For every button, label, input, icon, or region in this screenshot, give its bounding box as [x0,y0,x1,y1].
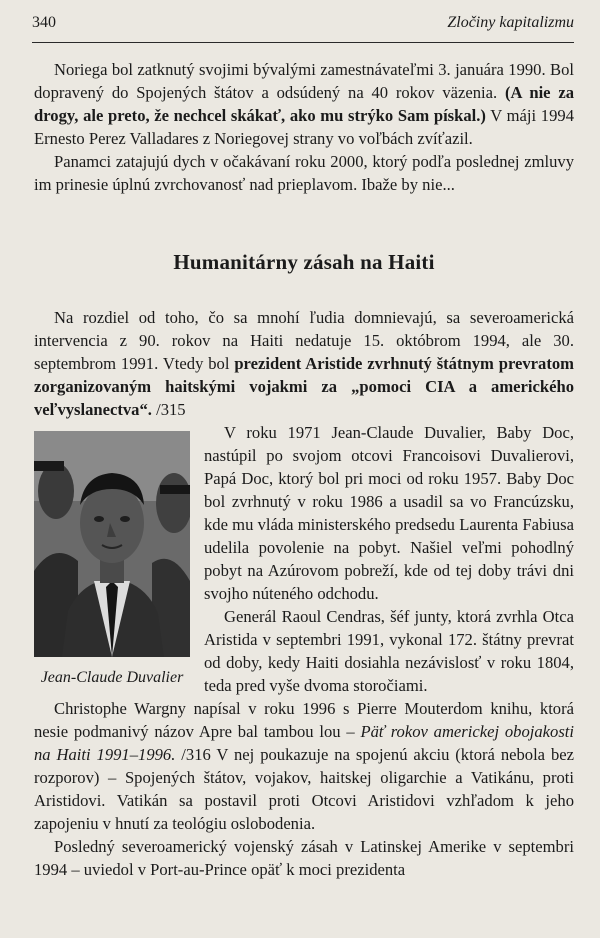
footnote-ref: /315 [151,400,186,419]
text-run: Panamci zatajujú dych v očakávaní roku 2000, ktorý podľa poslednej zmluvy im prinesie úplnú zvrchovanosť nad prieplavom. Ibaže by nie... [34,152,574,194]
page-header [32,14,574,40]
page-body [34,58,574,881]
running-title: Zločiny kapitalizmu [447,14,574,31]
bold-text-run: prezident Aristide zvrhnutý štátnym prevratom zorganizovaným haitskými vojakmi za „pomoci CIA a amerického veľvyslanectva“. [34,354,574,419]
text-run: Na rozdiel od toho, čo sa mnohí ľudia domnievajú, sa severoamerická intervencia z 90. rokov na Haiti nedatuje 15. októbrom 1994, ale 30. septembrom 1991. Vtedy bol [34,308,574,373]
paragraph-last: Posledný severoamerický vojenský zásah v Latinskej Amerike v septembri 1994 – uviedol v Port-au-Prince opäť k moci prezidenta [34,837,574,879]
text-run: /316 V nej poukazuje na spojenú akciu (ktorá nebola bez rozporov) – Spojených štátov, vojakov, haitskej oligarchie a Vatikánu, proti Aristidovi. Vatikán sa postavil proti Otcovi Aristidovi vzhľadom k jeho zapojeniu v hnutí za teológiu oslobodenia. [34,745,574,833]
bold-text-run: (A nie za drogy, ale preto, že nechcel skákať, ako mu strýko Sam pískal.) [34,83,574,125]
text-run: Noriega bol zatknutý svojimi bývalými zamestnávateľmi 3. januára 1990. Bol dopravený do Spojených štátov a odsúdený na 40 rokov väzenia. [34,60,574,102]
page-number: 340 [32,14,56,31]
text-run: V máji 1994 Ernesto Perez Valladares z Noriegovej strany vo voľbách zvíťazil. [34,106,574,148]
paragraph-noriega [34,58,574,150]
text-run: Christophe Wargny napísal v roku 1996 s Pierre Mouterdom knihu, ktorá nesie podmanivý názov Apre bal tambou lou – [34,699,574,741]
figure-duvalier [34,431,190,688]
figure-caption: Jean-Claude Duvalier [40,669,184,686]
paragraph-cendras: Generál Raoul Cendras, šéf junty, ktorá zvrhla Otca Aristida v septembri 1991, vykonal 172. štátny prevrat od doby, kedy Haiti dosiahla nezávislosť v roku 1804, teda pred vyše dvoma storočiami. [204,607,574,695]
portrait-photo [34,431,190,657]
header-rule [32,42,574,43]
paragraph-intro [34,306,574,421]
paragraph-panama [34,150,574,196]
paragraph-wargny [34,697,574,835]
paragraph-duvalier: V roku 1971 Jean-Claude Duvalier, Baby Doc, nastúpil po svojom otcovi Francoisovi Duvalierovi, Papá Doc, ktorý bol pri moci od roku 1957. Baby Doc bol zvrhnutý v roku 1986 a usadil sa vo Francúzsku, kde mu vláda ministerského predsedu Laurenta Fabiusa udelila povolenie na pobyt. Našiel veľmi pohodlný pobyt na Azúrovom pobreží, kde od tej doby trávi dni svojho núteného odchodu. [204,423,574,603]
section-heading: Humanitárny zásah na Haiti [173,250,435,274]
italic-book-title: Päť rokov americkej obojakosti na Haiti 1991–1996. [34,722,574,764]
